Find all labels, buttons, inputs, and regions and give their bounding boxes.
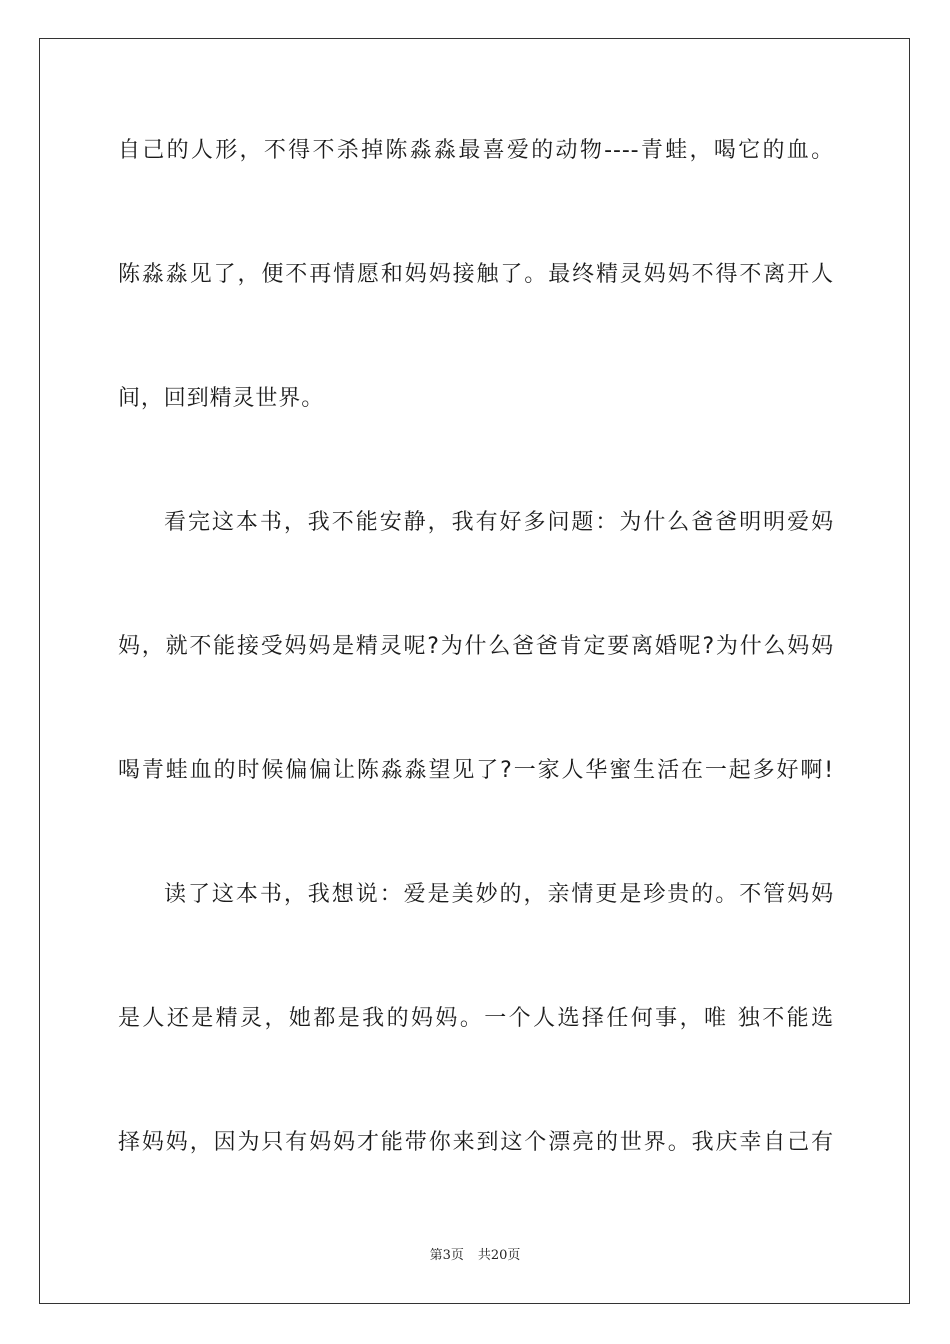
page-total: 共20页 [477, 1248, 521, 1263]
body-line-9: 择妈妈，因为只有妈妈才能带你来到这个漂亮的世界。我庆幸自己有 [118, 1130, 834, 1155]
body-line-5: 妈，就不能接受妈妈是精灵呢?为什么爸爸肯定要离婚呢?为什么妈妈 [118, 634, 834, 659]
body-line-4: 看完这本书，我不能安静，我有好多问题：为什么爸爸明明爱妈 [164, 510, 834, 535]
page-border [39, 38, 910, 1304]
body-line-3: 间，回到精灵世界。 [118, 386, 325, 411]
body-line-6: 喝青蛙血的时候偏偏让陈淼淼望见了?一家人华蜜生活在一起多好啊! [118, 758, 834, 783]
page-footer [0, 1247, 950, 1265]
page-number: 第3页 [429, 1248, 464, 1263]
body-line-8: 是人还是精灵，她都是我的妈妈。一个人选择任何事，唯 独不能选 [118, 1006, 834, 1031]
body-line-1: 自己的人形，不得不杀掉陈淼淼最喜爱的动物----青蛙，喝它的血。 [118, 138, 834, 163]
body-line-2: 陈淼淼见了，便不再情愿和妈妈接触了。最终精灵妈妈不得不离开人 [118, 262, 834, 287]
body-line-7: 读了这本书，我想说：爱是美妙的，亲情更是珍贵的。不管妈妈 [164, 882, 834, 907]
